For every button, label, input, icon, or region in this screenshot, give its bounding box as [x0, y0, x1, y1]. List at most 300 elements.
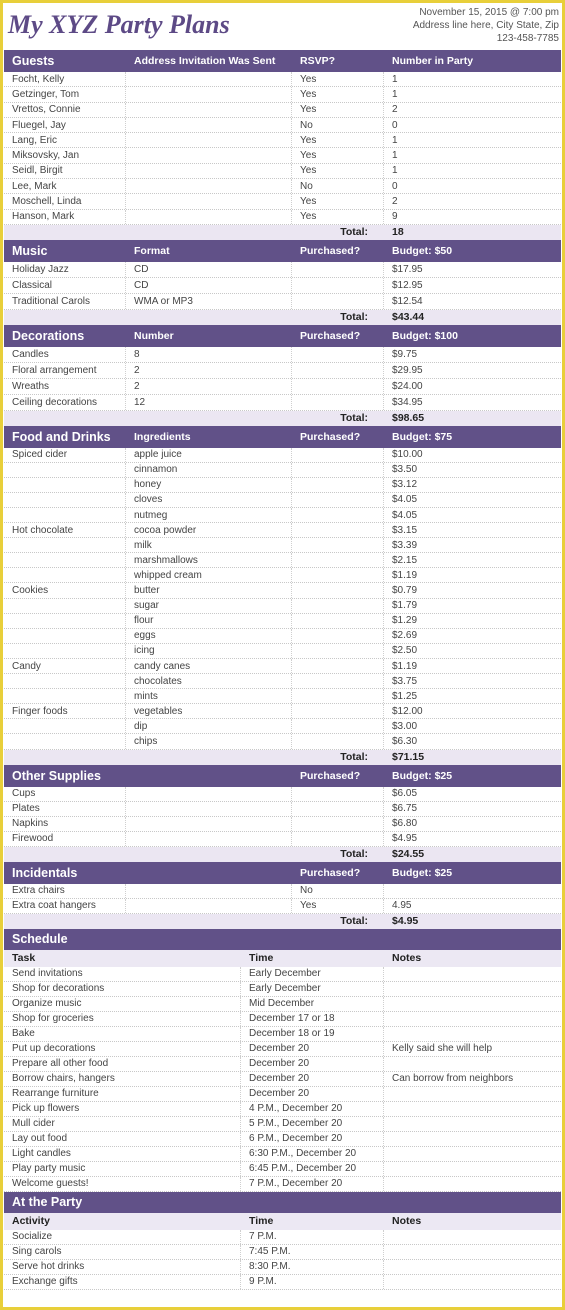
food-cell[interactable] [292, 719, 384, 733]
supplies-cell[interactable] [292, 802, 384, 816]
schedule-cell[interactable]: Organize music [4, 997, 241, 1011]
schedule-cell[interactable]: Welcome guests! [4, 1177, 241, 1191]
food-cell[interactable]: apple juice [126, 448, 292, 462]
decorations-cell[interactable] [292, 363, 384, 378]
guests-cell[interactable]: Moschell, Linda [4, 194, 126, 208]
supplies-cell[interactable] [292, 832, 384, 846]
music-cell[interactable]: $12.95 [392, 279, 423, 291]
party-cell[interactable] [384, 1260, 561, 1274]
food-cell[interactable] [292, 553, 384, 567]
guests-cell[interactable] [126, 133, 292, 147]
decorations-cell[interactable]: $24.00 [392, 380, 423, 392]
decorations-cell[interactable]: 2 [126, 363, 292, 378]
music-row [4, 262, 561, 278]
guests-cell[interactable]: Hanson, Mark [4, 210, 126, 224]
food-cell[interactable]: butter [126, 583, 292, 597]
guests-cell[interactable]: No [292, 118, 384, 132]
food-row [4, 523, 561, 538]
schedule-cell[interactable]: 6:30 P.M., December 20 [241, 1147, 384, 1161]
party-cell[interactable]: Exchange gifts [4, 1275, 241, 1289]
food-cell[interactable]: chips [126, 734, 292, 748]
incidentals-cell[interactable]: Extra coat hangers [4, 899, 126, 913]
supplies-cell[interactable] [292, 787, 384, 801]
schedule-cell[interactable]: 6:45 P.M., December 20 [241, 1162, 384, 1176]
food-cell[interactable] [292, 523, 384, 537]
food-cell[interactable]: $0.79 [392, 585, 418, 597]
food-cell[interactable] [292, 568, 384, 582]
guests-cell[interactable]: 2 [392, 104, 398, 116]
schedule-section [4, 929, 561, 1192]
food-cell[interactable] [4, 463, 126, 477]
guests-row [4, 118, 561, 133]
party-title-row [4, 1192, 561, 1213]
guests-cell[interactable] [126, 148, 292, 162]
schedule-cell[interactable]: Pick up flowers [4, 1102, 241, 1116]
schedule-cell[interactable]: Put up decorations [4, 1042, 241, 1056]
guests-cell[interactable]: 1 [392, 73, 398, 85]
music-cell[interactable]: WMA or MP3 [126, 294, 292, 309]
food-cell[interactable]: mints [126, 689, 292, 703]
food-cell[interactable]: $10.00 [392, 449, 423, 461]
food-cell[interactable]: $4.05 [392, 494, 418, 506]
schedule-cell[interactable]: Play party music [4, 1162, 241, 1176]
party-row [4, 1230, 561, 1245]
guests-row [4, 194, 561, 209]
incidentals-cell[interactable]: No [292, 884, 384, 898]
food-cell[interactable] [4, 689, 126, 703]
food-cell[interactable]: Cookies [4, 583, 126, 597]
schedule-cell[interactable]: Shop for decorations [4, 982, 241, 996]
food-cell[interactable]: Candy [4, 659, 126, 673]
supplies-cell[interactable] [292, 817, 384, 831]
guests-total-value: 18 [392, 226, 404, 239]
schedule-cell[interactable] [384, 1132, 561, 1146]
food-header-cell: Purchased? [300, 430, 361, 443]
party-header-cell: Notes [392, 1215, 422, 1228]
schedule-cell[interactable]: December 17 or 18 [241, 1012, 384, 1026]
guests-cell[interactable] [126, 164, 292, 178]
schedule-row [4, 1147, 561, 1162]
party-row [4, 1275, 561, 1290]
party-cell[interactable]: Serve hot drinks [4, 1260, 241, 1274]
food-cell[interactable] [4, 719, 126, 733]
food-cell[interactable]: $3.50 [392, 464, 418, 476]
schedule-header-cell: Time [249, 952, 274, 965]
music-header-row [4, 240, 561, 262]
party-cell[interactable] [384, 1275, 561, 1289]
schedule-cell[interactable]: Rearrange furniture [4, 1087, 241, 1101]
guests-cell[interactable]: Getzinger, Tom [4, 87, 126, 101]
food-cell[interactable]: $2.69 [392, 630, 418, 642]
schedule-cell[interactable]: 7 P.M., December 20 [241, 1177, 384, 1191]
food-cell[interactable]: candy canes [126, 659, 292, 673]
guests-row [4, 103, 561, 118]
schedule-cell[interactable]: December 20 [241, 1042, 384, 1056]
food-cell[interactable] [4, 629, 126, 643]
incidentals-header-row [4, 862, 561, 884]
food-cell[interactable]: $3.12 [392, 479, 418, 491]
supplies-cell[interactable]: Napkins [4, 817, 126, 831]
party-header-cell: Time [249, 1215, 274, 1228]
supplies-cell[interactable]: Plates [4, 802, 126, 816]
guests-cell[interactable]: Lee, Mark [4, 179, 126, 193]
food-cell[interactable]: $1.25 [392, 690, 418, 702]
party-cell[interactable] [384, 1230, 561, 1244]
schedule-cell[interactable]: Bake [4, 1027, 241, 1041]
schedule-cell[interactable]: Lay out food [4, 1132, 241, 1146]
guests-header-row [4, 50, 561, 72]
guests-cell[interactable]: Seidl, Birgit [4, 164, 126, 178]
guests-cell[interactable]: 0 [392, 180, 398, 192]
guests-cell[interactable]: Yes [292, 194, 384, 208]
food-cell[interactable]: $6.30 [392, 735, 418, 747]
schedule-cell[interactable]: Mull cider [4, 1117, 241, 1131]
party-cell[interactable]: 7:45 P.M. [241, 1245, 384, 1259]
schedule-cell[interactable]: Early December [241, 967, 384, 981]
schedule-cell[interactable]: Early December [241, 982, 384, 996]
food-cell[interactable]: $3.00 [392, 720, 418, 732]
decorations-total-row [4, 411, 561, 426]
guests-cell[interactable] [126, 194, 292, 208]
food-cell[interactable]: $2.15 [392, 554, 418, 566]
schedule-cell[interactable] [384, 967, 561, 981]
food-total-row [4, 750, 561, 765]
incidentals-cell[interactable] [126, 884, 292, 898]
supplies-cell[interactable]: $6.80 [392, 818, 418, 830]
food-cell[interactable] [4, 568, 126, 582]
food-cell[interactable] [4, 508, 126, 522]
guests-cell[interactable] [126, 103, 292, 117]
schedule-row [4, 997, 561, 1012]
schedule-cell[interactable] [384, 982, 561, 996]
food-cell[interactable] [4, 493, 126, 507]
food-cell[interactable] [4, 734, 126, 748]
food-cell[interactable] [292, 659, 384, 673]
decorations-total-label: Total: [340, 412, 368, 425]
music-cell[interactable]: $17.95 [392, 263, 423, 275]
food-cell[interactable]: $4.05 [392, 509, 418, 521]
food-row [4, 614, 561, 629]
food-cell[interactable] [4, 614, 126, 628]
incidentals-cell[interactable]: 4.95 [392, 900, 412, 912]
food-cell[interactable] [292, 614, 384, 628]
food-cell[interactable]: marshmallows [126, 553, 292, 567]
food-cell[interactable] [4, 674, 126, 688]
schedule-header-cell: Notes [392, 952, 422, 965]
party-cell[interactable]: 7 P.M. [241, 1230, 384, 1244]
schedule-cell[interactable] [384, 1147, 561, 1161]
guests-cell[interactable]: 9 [392, 211, 398, 223]
food-cell[interactable] [292, 448, 384, 462]
food-cell[interactable]: chocolates [126, 674, 292, 688]
food-row [4, 493, 561, 508]
supplies-total-label: Total: [340, 848, 368, 861]
music-cell[interactable]: CD [126, 262, 292, 277]
party-cell[interactable]: Sing carols [4, 1245, 241, 1259]
incidentals-cell[interactable] [384, 884, 561, 898]
incidentals-row [4, 884, 561, 899]
schedule-cell[interactable] [384, 1177, 561, 1191]
schedule-cell[interactable]: December 20 [241, 1057, 384, 1071]
event-info [413, 6, 559, 45]
schedule-cell[interactable]: Borrow chairs, hangers [4, 1072, 241, 1086]
schedule-row [4, 1027, 561, 1042]
food-cell[interactable]: dip [126, 719, 292, 733]
food-cell[interactable] [292, 704, 384, 718]
food-cell[interactable] [292, 493, 384, 507]
schedule-cell[interactable]: Mid December [241, 997, 384, 1011]
guests-cell[interactable]: Yes [292, 87, 384, 101]
schedule-cell[interactable] [384, 1162, 561, 1176]
guests-header-cell: RSVP? [300, 55, 336, 67]
music-header-cell: Purchased? [300, 244, 361, 257]
food-header-cell: Ingredients [134, 430, 191, 443]
party-cell[interactable]: 8:30 P.M. [241, 1260, 384, 1274]
schedule-cell[interactable] [384, 997, 561, 1011]
incidentals-header-cell: Purchased? [300, 866, 361, 879]
food-cell[interactable] [292, 644, 384, 658]
schedule-cell[interactable]: Send invitations [4, 967, 241, 981]
food-cell[interactable] [4, 538, 126, 552]
party-title: At the Party [12, 1195, 83, 1210]
schedule-cell[interactable] [384, 1087, 561, 1101]
guests-cell[interactable]: 0 [392, 119, 398, 131]
schedule-cell[interactable] [384, 1027, 561, 1041]
guests-cell[interactable] [126, 210, 292, 224]
food-row [4, 689, 561, 704]
schedule-row [4, 1177, 561, 1192]
food-cell[interactable]: $3.75 [392, 675, 418, 687]
decorations-cell[interactable]: $29.95 [392, 364, 423, 376]
decorations-cell[interactable]: $9.75 [392, 348, 418, 360]
party-cell[interactable]: 9 P.M. [241, 1275, 384, 1289]
food-cell[interactable]: whipped cream [126, 568, 292, 582]
decorations-cell[interactable]: 12 [126, 395, 292, 410]
decorations-cell[interactable]: $34.95 [392, 396, 423, 408]
supplies-cell[interactable]: $6.75 [392, 803, 418, 815]
supplies-cell[interactable] [126, 817, 292, 831]
food-cell[interactable] [4, 644, 126, 658]
supplies-cell[interactable] [126, 802, 292, 816]
music-header-cell: Budget: $50 [392, 244, 453, 257]
guests-cell[interactable] [126, 179, 292, 193]
music-row [4, 294, 561, 310]
food-cell[interactable] [292, 689, 384, 703]
guests-cell[interactable]: Focht, Kelly [4, 72, 126, 86]
schedule-cell[interactable] [384, 1102, 561, 1116]
decorations-cell[interactable]: 2 [126, 379, 292, 394]
supplies-row [4, 817, 561, 832]
food-row [4, 629, 561, 644]
guests-cell[interactable]: Yes [292, 133, 384, 147]
food-cell[interactable]: cocoa powder [126, 523, 292, 537]
incidentals-cell[interactable]: Yes [292, 899, 384, 913]
decorations-total-value: $98.65 [392, 412, 425, 425]
schedule-cell[interactable]: December 20 [241, 1072, 384, 1086]
party-cell[interactable]: Socialize [4, 1230, 241, 1244]
music-cell[interactable]: $12.54 [392, 295, 423, 307]
supplies-header-cell: Budget: $25 [392, 769, 453, 782]
music-total-label: Total: [340, 311, 368, 324]
incidentals-header-cell [126, 862, 292, 884]
incidentals-cell[interactable] [126, 899, 292, 913]
supplies-cell[interactable]: $6.05 [392, 788, 418, 800]
food-cell[interactable]: eggs [126, 629, 292, 643]
food-cell[interactable]: $2.50 [392, 645, 418, 657]
decorations-cell[interactable] [292, 347, 384, 362]
schedule-cell[interactable]: 4 P.M., December 20 [241, 1102, 384, 1116]
food-cell[interactable] [292, 674, 384, 688]
food-cell[interactable] [292, 463, 384, 477]
guests-cell[interactable]: Miksovsky, Jan [4, 148, 126, 162]
food-cell[interactable]: $1.19 [392, 569, 418, 581]
guests-cell[interactable]: 2 [392, 196, 398, 208]
music-cell[interactable]: Classical [4, 278, 126, 293]
guests-cell[interactable]: Yes [292, 148, 384, 162]
decorations-cell[interactable]: Candles [4, 347, 126, 362]
supplies-cell[interactable]: Firewood [4, 832, 126, 846]
food-cell[interactable] [292, 508, 384, 522]
guests-cell[interactable]: 1 [392, 165, 398, 177]
schedule-cell[interactable] [384, 1117, 561, 1131]
food-cell[interactable]: Spiced cider [4, 448, 126, 462]
schedule-cell[interactable]: December 18 or 19 [241, 1027, 384, 1041]
guests-cell[interactable]: 1 [392, 88, 398, 100]
music-cell[interactable]: Holiday Jazz [4, 262, 126, 277]
food-cell[interactable]: $3.39 [392, 539, 418, 551]
guests-cell[interactable]: No [292, 179, 384, 193]
food-cell[interactable]: $1.79 [392, 600, 418, 612]
schedule-cell[interactable]: December 20 [241, 1087, 384, 1101]
food-cell[interactable]: cloves [126, 493, 292, 507]
schedule-row [4, 1117, 561, 1132]
food-cell[interactable] [4, 599, 126, 613]
incidentals-cell[interactable]: Extra chairs [4, 884, 126, 898]
supplies-row [4, 832, 561, 847]
food-cell[interactable]: Finger foods [4, 704, 126, 718]
party-cell[interactable] [384, 1245, 561, 1259]
food-cell[interactable]: $1.19 [392, 660, 418, 672]
guests-cell[interactable]: Yes [292, 164, 384, 178]
decorations-cell[interactable]: Floral arrangement [4, 363, 126, 378]
schedule-cell[interactable]: Can borrow from neighbors [392, 1073, 514, 1085]
event-date: November 15, 2015 @ 7:00 pm [419, 7, 559, 18]
food-cell[interactable] [292, 478, 384, 492]
party-row [4, 1260, 561, 1275]
food-cell[interactable]: $12.00 [392, 705, 423, 717]
guests-cell[interactable] [126, 118, 292, 132]
schedule-row [4, 1132, 561, 1147]
food-cell[interactable] [292, 629, 384, 643]
decorations-row [4, 347, 561, 363]
food-cell[interactable]: sugar [126, 599, 292, 613]
music-cell[interactable] [292, 294, 384, 309]
decorations-cell[interactable] [292, 379, 384, 394]
decorations-cell[interactable]: Ceiling decorations [4, 395, 126, 410]
schedule-row [4, 967, 561, 982]
schedule-cell[interactable]: Kelly said she will help [392, 1043, 493, 1055]
food-cell[interactable]: nutmeg [126, 508, 292, 522]
incidentals-total-value: $4.95 [392, 915, 419, 928]
guests-row [4, 210, 561, 225]
decorations-header-row [4, 325, 561, 347]
schedule-cell[interactable]: Prepare all other food [4, 1057, 241, 1071]
decorations-cell[interactable]: 8 [126, 347, 292, 362]
food-cell[interactable]: vegetables [126, 704, 292, 718]
food-section [4, 426, 561, 765]
guests-total-row [4, 225, 561, 240]
decorations-cell[interactable] [292, 395, 384, 410]
music-cell[interactable] [292, 262, 384, 277]
music-cell[interactable]: Traditional Carols [4, 294, 126, 309]
supplies-cell[interactable] [126, 787, 292, 801]
party-header-cell: Activity [12, 1215, 50, 1228]
guests-cell[interactable] [126, 87, 292, 101]
food-cell[interactable] [292, 734, 384, 748]
food-cell[interactable] [4, 478, 126, 492]
food-cell[interactable] [4, 553, 126, 567]
guests-total-label: Total: [340, 226, 368, 239]
schedule-cell[interactable]: 6 P.M., December 20 [241, 1132, 384, 1146]
music-cell[interactable] [292, 278, 384, 293]
food-cell[interactable]: Hot chocolate [4, 523, 126, 537]
schedule-cell[interactable]: 5 P.M., December 20 [241, 1117, 384, 1131]
guests-cell[interactable]: 1 [392, 134, 398, 146]
supplies-cell[interactable] [126, 832, 292, 846]
food-cell[interactable]: milk [126, 538, 292, 552]
food-cell[interactable]: honey [126, 478, 292, 492]
food-cell[interactable]: $3.15 [392, 524, 418, 536]
guests-cell[interactable]: Yes [292, 103, 384, 117]
food-cell[interactable]: $1.29 [392, 615, 418, 627]
guests-cell[interactable]: Lang, Eric [4, 133, 126, 147]
music-header-cell: Format [134, 244, 170, 257]
supplies-cell[interactable]: $4.95 [392, 833, 418, 845]
schedule-header-cell: Task [12, 952, 36, 965]
music-cell[interactable]: CD [126, 278, 292, 293]
guests-header-cell: Guests [12, 54, 55, 68]
schedule-title: Schedule [12, 932, 68, 947]
schedule-cell[interactable]: Shop for groceries [4, 1012, 241, 1026]
guests-cell[interactable]: Fluegel, Jay [4, 118, 126, 132]
food-cell[interactable]: icing [126, 644, 292, 658]
supplies-header-cell: Purchased? [300, 769, 361, 782]
food-cell[interactable] [292, 538, 384, 552]
guests-row [4, 179, 561, 194]
schedule-cell[interactable]: Light candles [4, 1147, 241, 1161]
guests-cell[interactable]: Yes [292, 72, 384, 86]
schedule-cell[interactable] [384, 1057, 561, 1071]
schedule-cell[interactable] [384, 1012, 561, 1026]
guests-cell[interactable]: 1 [392, 150, 398, 162]
party-plan-sheet [4, 50, 561, 1290]
decorations-cell[interactable]: Wreaths [4, 379, 126, 394]
guests-header-cell: Address Invitation Was Sent [134, 55, 276, 67]
guests-cell[interactable] [126, 72, 292, 86]
guests-cell[interactable]: Yes [292, 210, 384, 224]
supplies-total-row [4, 847, 561, 862]
music-section [4, 240, 561, 325]
schedule-row [4, 1087, 561, 1102]
food-cell[interactable] [292, 583, 384, 597]
decorations-header-cell: Budget: $100 [392, 329, 458, 342]
guests-row [4, 164, 561, 179]
food-cell[interactable] [292, 599, 384, 613]
guests-cell[interactable]: Vrettos, Connie [4, 103, 126, 117]
supplies-cell[interactable]: Cups [4, 787, 126, 801]
food-cell[interactable]: cinnamon [126, 463, 292, 477]
food-cell[interactable]: flour [126, 614, 292, 628]
